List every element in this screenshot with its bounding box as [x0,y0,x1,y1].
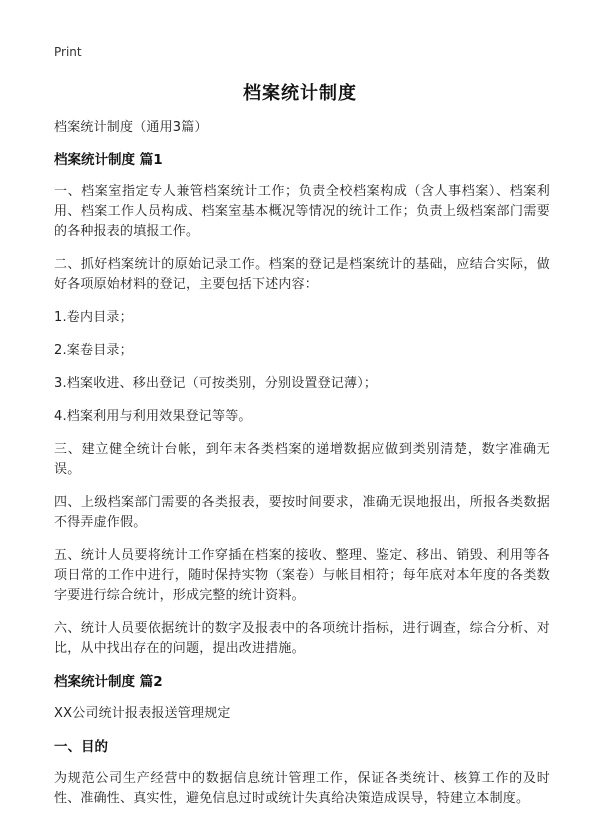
list-item: 2.案卷目录； [54,343,133,358]
section-intro: XX公司统计报表报送管理规定 [54,706,231,721]
paragraph: 二、抓好档案统计的原始记录工作。档案的登记是档案统计的基础，应结合实际，做好各项原始材料的登记，主要包括下述内容： [54,257,550,292]
list-item: 3.档案收进、移出登记（可按类别，分别设置登记薄）； [54,376,378,391]
paragraph: 六、统计人员要依据统计的数字及报表中的各项统计指标，进行调查，综合分析、对比，从中找出存在的问题，提出改进措施。 [54,621,550,656]
list-item: 1.卷内目录； [54,310,133,325]
paragraph: 四、上级档案部门需要的各类报表，要按时间要求，准确无误地报出，所报各类数据不得弄虚作假。 [54,495,550,530]
paragraph: 一、档案室指定专人兼管档案统计工作；负责全校档案构成（含人事档案）、档案利用、档案工作人员构成、档案室基本概况等情况的统计工作；负责上级档案部门需要的各种报表的填报工作。 [54,184,550,239]
page-title: 档案统计制度 [243,83,357,104]
subsection-heading: 一、目的 [54,739,108,755]
paragraph: 三、建立健全统计台帐，到年末各类档案的递增数据应做到类别清楚，数字准确无误。 [54,442,550,477]
paragraph: 为规范公司生产经营中的数据信息统计管理工作，保证各类统计、核算工作的及时性、准确性、真实性，避免信息过时或统计失真给决策造成误导，特建立本制度。 [54,771,550,806]
document-subtitle: 档案统计制度（通用3篇） [54,120,208,135]
print-link[interactable]: Print [54,45,82,59]
section-heading-2: 档案统计制度 篇2 [54,674,163,690]
section-heading-1: 档案统计制度 篇1 [54,152,163,168]
document-body [54,118,550,822]
list-item: 4.档案利用与利用效果登记等等。 [54,409,252,424]
paragraph: 五、统计人员要将统计工作穿插在档案的接收、整理、鉴定、移出、销毁、利用等各项日常的工作中进行，随时保持实物（案卷）与帐目相符；每年底对本年度的各类数字要进行综合统计，形成完整的统计资料。 [54,548,550,603]
